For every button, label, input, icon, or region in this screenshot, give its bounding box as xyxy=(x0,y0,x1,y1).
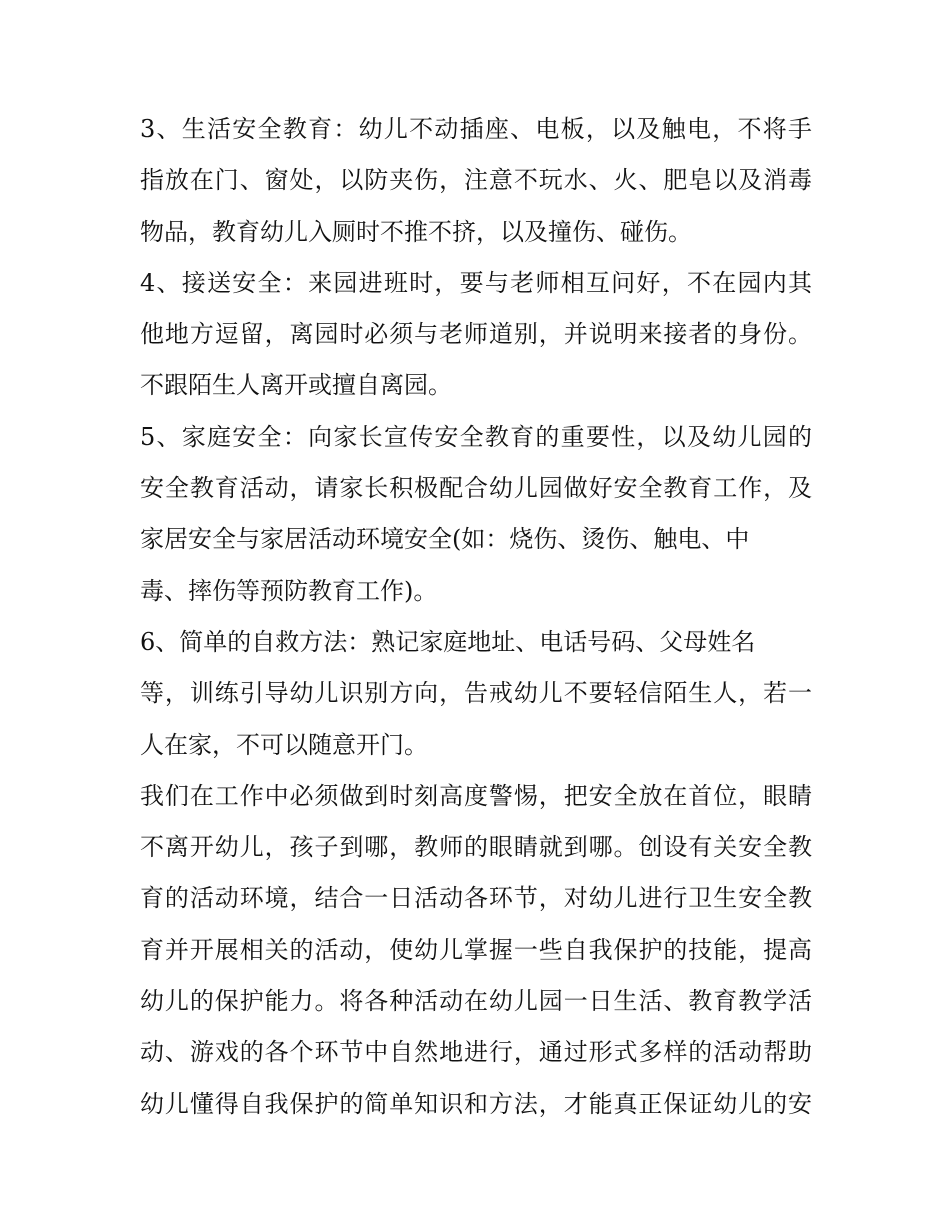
text-line: 不离开幼儿，孩子到哪，教师的眼睛就到哪。创设有关安全教 xyxy=(140,833,812,862)
text-line: 家居安全与家居活动环境安全(如：烧伤、烫伤、触电、中 xyxy=(140,525,750,554)
text-line: 6、简单的自救方法：熟记家庭地址、电话号码、父母姓名 xyxy=(140,627,756,656)
text-line: 4、接送安全：来园进班时，要与老师相互问好，不在园内其 xyxy=(140,268,812,297)
text-line: 物品，教育幼儿入厕时不推不挤，以及撞伤、碰伤。 xyxy=(140,217,692,246)
text-line: 育的活动环境，结合一日活动各环节，对幼儿进行卫生安全教 xyxy=(140,884,812,913)
document-body xyxy=(140,104,812,1130)
text-line: 育并开展相关的活动，使幼儿掌握一些自我保护的技能，提高 xyxy=(140,935,812,964)
text-line: 不跟陌生人离开或擅自离园。 xyxy=(140,371,452,400)
text-line: 幼儿懂得自我保护的简单知识和方法，才能真正保证幼儿的安 xyxy=(140,1089,812,1118)
text-line: 幼儿的保护能力。将各种活动在幼儿园一日生活、教育教学活 xyxy=(140,987,812,1016)
text-line: 等，训练引导幼儿识别方向，告戒幼儿不要轻信陌生人，若一 xyxy=(140,679,812,708)
text-line: 他地方逗留，离园时必须与老师道别，并说明来接者的身份。 xyxy=(140,320,812,349)
text-line: 毒、摔伤等预防教育工作)。 xyxy=(140,576,438,605)
text-line: 动、游戏的各个环节中自然地进行，通过形式多样的活动帮助 xyxy=(140,1038,812,1067)
text-line: 安全教育活动，请家长积极配合幼儿园做好安全教育工作，及 xyxy=(140,474,812,503)
text-line: 人在家，不可以随意开门。 xyxy=(140,730,428,759)
text-line: 3、生活安全教育：幼儿不动插座、电板，以及触电，不将手 xyxy=(140,115,812,143)
text-line: 5、家庭安全：向家长宣传安全教育的重要性，以及幼儿园的 xyxy=(140,422,812,451)
text-line: 我们在工作中必须做到时刻高度警惕，把安全放在首位，眼睛 xyxy=(140,781,812,810)
text-line: 指放在门、窗处，以防夹伤，注意不玩水、火、肥皂以及消毒 xyxy=(140,166,812,195)
